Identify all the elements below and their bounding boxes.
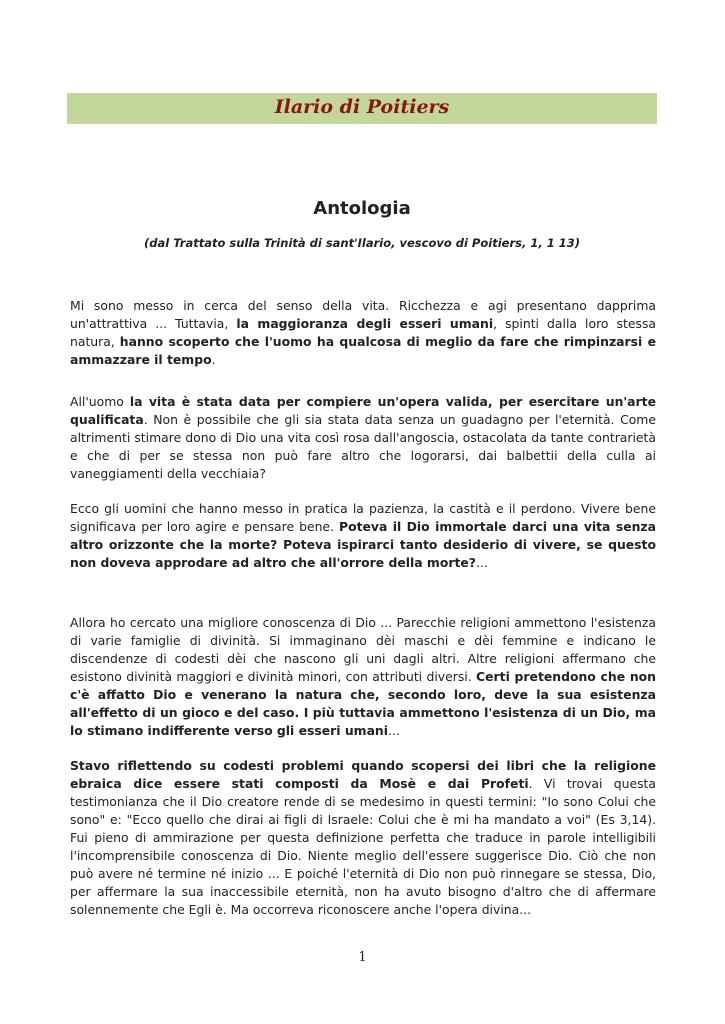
bold-text-run: la maggioranza degli esseri umani (236, 316, 494, 331)
paragraph-2 (70, 393, 656, 483)
text-run: . Vi trovai questa testimonianza che il Dio creatore rende di se medesimo in questi termini: "Io sono Colui che sono" e: "Ecco quello che dirai ai figli di Israele: Colui che è mi ha mandato a voi" (Es 3,14). Fui pieno di ammirazione per questa definizione perfetta che traduce in parole intelligibili l'incomprensibile conoscenza di Dio. Niente meglio dell'essere suggerisce Dio. Ciò che non può avere né termine né inizio ... E poiché l'eternità di Dio non può rinnegare se stessa, Dio, per affermare la sua inaccessibile eternità, non ha avuto bisogno d'altro che di affermare solennemente che Egli è. Ma occorreva riconoscere anche l'opera divina... (70, 776, 657, 917)
bold-text-run: Certi pretendono che non c'è affatto Dio e venerano la natura che, secondo loro, deve la sua esistenza all'effetto di un gioco e del caso. I più tuttavia ammettono l'esistenza di un Dio, ma lo stimano indifferente verso gli esseri umani (70, 669, 656, 738)
text-run: Mi sono messo in cerca del senso della vita. Ricchezza e agi presentano dapprima un'attrattiva ... Tuttavia, (70, 298, 656, 331)
text-run: ... (475, 555, 488, 570)
bold-text-run: la vita è stata data per compiere un'opera valida, per esercitare un'arte qualificata (70, 394, 656, 427)
title-band (67, 93, 657, 124)
bold-text-run: Stavo riflettendo su codesti problemi quando scopersi dei libri che la religione ebraica dice essere stati composti da Mosè e dai Profeti (70, 758, 656, 791)
text-run: . Non è possibile che gli sia stata data senza un guadagno per l'eternità. Come altrimenti stimare dono di Dio una vita così rosa dall'angoscia, ostacolata da tante contrarietà e che di per se stessa non può fare altro che logorarsi, dai balbettii della culla ai vaneggiamenti della vecchiaia? (70, 412, 656, 481)
bold-text-run: Poteva il Dio immortale darci una vita senza altro orizzonte che la morte? Poteva ispirarci tanto desiderio di vivere, se questo non doveva approdare ad altro che all'orrore della morte? (70, 519, 656, 570)
paragraph-1 (70, 297, 656, 369)
paragraph-5 (70, 757, 656, 919)
paragraph-4 (70, 614, 656, 740)
text-run: . (211, 352, 216, 367)
text-run: ... (388, 723, 400, 738)
source-citation: (dal Trattato sulla Trinità di sant'Ilario, vescovo di Poitiers, 1, 1 13) (144, 236, 580, 250)
text-run: All'uomo (70, 394, 130, 409)
text-run: Allora ho cercato una migliore conoscenza di Dio ... Parecchie religioni ammettono l'esistenza di varie famiglie di divinità. Si immaginano dèi maschi e dèi femmine e indicano le discendenze di codesti dèi che nascono gli uni dagli altri. Altre religioni affermano che esistono divinità maggiori e divinità minori, con attributi diversi. (70, 615, 656, 684)
document-title: Ilario di Poitiers (274, 96, 450, 118)
text-run: , spinti dalla loro stessa natura, (70, 316, 656, 349)
paragraph-3 (70, 500, 656, 572)
section-heading: Antologia (313, 198, 411, 219)
bold-text-run: hanno scoperto che l'uomo ha qualcosa di meglio da fare che rimpinzarsi e ammazzare il tempo (70, 334, 656, 367)
page-number: 1 (358, 950, 367, 965)
text-run: Ecco gli uomini che hanno messo in pratica la pazienza, la castità e il perdono. Vivere bene significava per loro agire e pensare bene. (70, 501, 656, 534)
